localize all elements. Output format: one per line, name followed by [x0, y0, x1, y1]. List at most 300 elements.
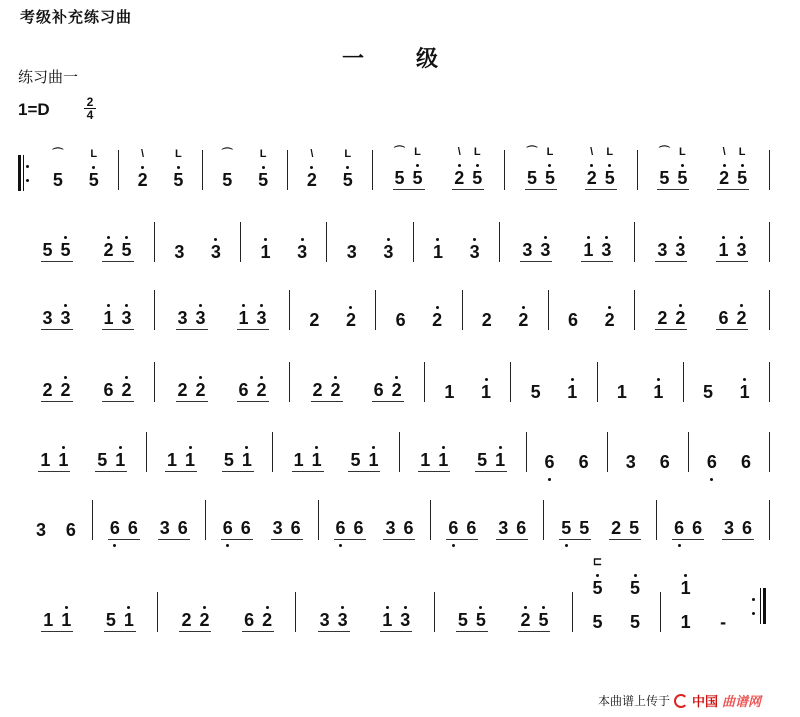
note: 2	[103, 240, 115, 260]
note: 3	[42, 308, 53, 328]
note: 1	[717, 240, 729, 260]
beat	[544, 452, 556, 472]
high-octave-dot	[199, 376, 202, 379]
note: 2	[256, 380, 268, 400]
eighth-note-group	[372, 380, 404, 402]
note: 2 \	[454, 146, 465, 188]
high-octave-dot	[203, 606, 206, 609]
eighth-note-group	[95, 450, 127, 472]
high-octave-dot	[245, 446, 248, 449]
note: 5 ⌒	[221, 148, 233, 190]
beat	[578, 452, 590, 472]
high-octave-dot	[679, 236, 682, 239]
level-title-char: 一	[342, 47, 365, 72]
eighth-note-group	[102, 240, 134, 262]
measure	[400, 432, 527, 472]
high-octave-dot	[119, 446, 122, 449]
note: 2	[674, 308, 686, 328]
note: 5	[579, 518, 590, 538]
high-octave-dot	[722, 236, 725, 239]
beat	[35, 520, 47, 540]
articulation-mark: L	[414, 146, 421, 158]
beat	[604, 310, 616, 330]
measure	[608, 432, 689, 472]
note: 3	[159, 518, 170, 538]
high-octave-dot	[260, 304, 263, 307]
high-octave-dot	[473, 238, 476, 241]
note: 2	[345, 310, 357, 330]
high-octave-dot	[681, 164, 684, 167]
high-octave-dot	[64, 304, 67, 307]
note: 3	[296, 242, 308, 262]
high-octave-dot	[485, 378, 488, 381]
high-octave-dot	[64, 236, 67, 239]
note: 1	[367, 450, 379, 470]
note: 5	[537, 610, 549, 630]
high-octave-dot	[476, 164, 479, 167]
chord-stack	[680, 578, 692, 632]
note: 1	[311, 450, 323, 470]
note: 2	[330, 380, 342, 400]
articulation-mark: L	[738, 146, 746, 158]
note: 2 \	[137, 148, 148, 190]
measure	[147, 432, 274, 472]
note: 6	[544, 452, 556, 472]
note: 1	[432, 242, 444, 262]
articulation-mark: L	[546, 146, 554, 158]
beat	[210, 242, 222, 262]
measure	[155, 222, 241, 262]
eighth-note-group	[158, 518, 190, 540]
note: 1	[238, 308, 250, 328]
measure	[203, 150, 288, 190]
beat	[480, 382, 492, 402]
high-octave-dot	[341, 606, 344, 609]
articulation-mark: ⌒	[52, 148, 64, 160]
measure	[20, 432, 147, 472]
score-line	[20, 432, 770, 472]
note: 2	[735, 308, 747, 328]
note: 3	[195, 308, 207, 328]
high-octave-dot	[107, 236, 110, 239]
note: 6	[103, 380, 114, 400]
note: 6	[692, 518, 703, 538]
note: 6	[706, 452, 718, 472]
measure	[373, 146, 505, 190]
eighth-note-group	[609, 518, 641, 540]
measure	[661, 578, 748, 632]
note: 1	[114, 450, 126, 470]
high-octave-dot	[522, 306, 525, 309]
high-octave-dot	[125, 376, 128, 379]
high-octave-dot	[590, 164, 593, 167]
measure	[511, 362, 597, 402]
measure	[689, 432, 770, 472]
note: 2	[42, 380, 53, 400]
score-line	[20, 556, 748, 632]
high-octave-dot	[743, 378, 746, 381]
note: 3	[319, 610, 330, 630]
eighth-note-group	[222, 450, 254, 472]
beat	[395, 310, 407, 330]
measure	[638, 146, 770, 190]
time-signature	[84, 96, 96, 121]
measure	[414, 222, 500, 262]
measure	[296, 592, 434, 632]
note: 3	[174, 242, 185, 262]
note: 3	[657, 240, 668, 260]
note: 6	[447, 518, 459, 538]
note: 3	[346, 242, 357, 262]
high-octave-dot	[684, 574, 687, 577]
beat	[346, 242, 358, 262]
eighth-note-group	[179, 610, 211, 632]
measure	[158, 592, 296, 632]
low-octave-dot	[548, 478, 551, 481]
note: 2	[312, 380, 323, 400]
beat	[659, 452, 671, 472]
articulation-mark: L	[175, 148, 182, 160]
note: 5 L	[544, 146, 555, 188]
high-octave-dot	[587, 236, 590, 239]
beat	[517, 310, 529, 330]
note: 1	[680, 578, 692, 598]
note: 3	[337, 610, 349, 630]
articulation-mark: ⌒	[221, 148, 233, 160]
high-octave-dot	[141, 166, 144, 169]
note: 3	[256, 308, 268, 328]
measure	[20, 500, 93, 540]
eighth-note-group	[165, 450, 197, 472]
eighth-note-group	[311, 380, 343, 402]
note: 3	[539, 240, 551, 260]
measure	[435, 592, 573, 632]
note: 1	[444, 382, 455, 402]
eighth-note-group	[348, 450, 380, 472]
beat	[566, 382, 578, 402]
measure	[425, 362, 511, 402]
measure	[657, 500, 770, 540]
note: 2	[261, 610, 273, 630]
beat	[530, 382, 542, 402]
note: 6	[373, 380, 384, 400]
measure	[206, 500, 319, 540]
note: 1	[616, 382, 627, 402]
high-octave-dot	[62, 446, 65, 449]
high-octave-dot	[608, 164, 611, 167]
note: 3	[272, 518, 283, 538]
articulation-mark: ⊏	[592, 556, 603, 568]
eighth-note-group	[520, 240, 552, 262]
beat	[625, 452, 637, 472]
high-octave-dot	[315, 446, 318, 449]
beat	[345, 310, 357, 330]
beat	[257, 148, 269, 190]
articulation-mark: L	[90, 148, 98, 160]
note: 6	[244, 610, 255, 630]
note: 1	[260, 242, 272, 262]
high-octave-dot	[740, 304, 743, 307]
note: 1	[652, 382, 664, 402]
note: 5	[97, 450, 108, 470]
repeat-start-barline	[18, 155, 30, 191]
eighth-note-group	[292, 450, 324, 472]
level-title	[342, 42, 490, 73]
high-octave-dot	[177, 166, 180, 169]
measure	[635, 222, 770, 262]
high-octave-dot	[260, 376, 263, 379]
beat	[739, 382, 751, 402]
note: 3	[60, 308, 72, 328]
note: 5 ⌒	[526, 146, 538, 188]
note: 2 \	[586, 146, 597, 188]
note: 3	[522, 240, 533, 260]
beat	[260, 242, 272, 262]
note: 2	[391, 380, 403, 400]
note: 5 L	[604, 146, 615, 188]
time-signature-bottom: 4	[86, 108, 94, 122]
beat	[306, 148, 318, 190]
high-octave-dot	[125, 236, 128, 239]
measure	[463, 290, 549, 330]
measure	[431, 500, 544, 540]
note: 6	[741, 518, 752, 538]
high-octave-dot	[264, 238, 267, 241]
eighth-note-group	[518, 610, 550, 632]
note: 1	[566, 382, 578, 402]
high-octave-dot	[740, 236, 743, 239]
note: 5 L	[258, 148, 269, 190]
measure	[598, 362, 684, 402]
eighth-note-group	[38, 450, 70, 472]
beat	[137, 148, 149, 190]
high-octave-dot	[346, 166, 349, 169]
eighth-note-group	[102, 380, 134, 402]
measure	[20, 222, 155, 262]
beat	[296, 242, 308, 262]
high-octave-dot	[608, 306, 611, 309]
note: 6	[740, 452, 751, 472]
eighth-note-group	[41, 240, 73, 262]
note: 1	[437, 450, 449, 470]
note: 2	[604, 310, 616, 330]
note: 1	[381, 610, 393, 630]
high-octave-dot	[723, 164, 726, 167]
eighth-note-group	[237, 308, 269, 330]
beat	[567, 310, 579, 330]
high-octave-dot	[548, 164, 551, 167]
note: 5 L	[412, 146, 423, 188]
note: 5	[630, 612, 641, 632]
site-logo-part: 曲谱网	[722, 695, 762, 710]
note: 1	[494, 450, 506, 470]
note: 5	[592, 612, 603, 632]
eighth-note-group	[456, 610, 488, 632]
beat	[172, 148, 184, 190]
note: 5 L	[173, 148, 184, 190]
high-octave-dot	[544, 236, 547, 239]
measure	[376, 290, 462, 330]
note: 2	[195, 380, 207, 400]
note: 6	[568, 310, 579, 330]
note: 5	[121, 240, 133, 260]
chord-stack	[629, 578, 641, 632]
high-octave-dot	[386, 606, 389, 609]
note: 6	[65, 520, 76, 540]
note: 6	[718, 308, 729, 328]
measure	[684, 362, 770, 402]
articulation-mark: \	[590, 146, 594, 158]
collection-title: 考级补充练习曲	[20, 8, 133, 26]
note: 2 \	[719, 146, 730, 188]
beat	[52, 148, 64, 190]
eighth-note-group	[393, 146, 425, 190]
note: 1	[57, 450, 69, 470]
low-octave-dot	[678, 544, 681, 547]
low-octave-dot	[226, 544, 229, 547]
note: 5	[530, 382, 541, 402]
measure	[155, 290, 290, 330]
dash-extension: -	[720, 612, 727, 632]
note: 6	[395, 310, 406, 330]
high-octave-dot	[65, 606, 68, 609]
eighth-note-group	[585, 146, 617, 190]
note: 2	[309, 310, 320, 330]
note: 3	[210, 242, 222, 262]
high-octave-dot	[262, 166, 265, 169]
note: 6	[353, 518, 364, 538]
high-octave-dot	[127, 606, 130, 609]
eighth-note-group	[655, 240, 687, 262]
key-signature: 1=D	[18, 100, 50, 119]
beat	[481, 310, 493, 330]
eighth-note-group	[655, 308, 687, 330]
measure	[327, 222, 413, 262]
high-octave-dot	[372, 446, 375, 449]
measure	[34, 150, 119, 190]
eighth-note-group	[104, 610, 136, 632]
beat	[382, 242, 394, 262]
high-octave-dot	[596, 574, 599, 577]
note: 6	[673, 518, 685, 538]
high-octave-dot	[334, 376, 337, 379]
high-octave-dot	[125, 304, 128, 307]
note: 1	[43, 610, 54, 630]
high-octave-dot	[571, 378, 574, 381]
articulation-mark: ⌒	[526, 146, 538, 158]
measure	[544, 500, 657, 540]
note: 5 ⌒	[658, 146, 670, 188]
high-octave-dot	[395, 376, 398, 379]
eighth-note-group	[271, 518, 303, 540]
high-octave-dot	[92, 166, 95, 169]
note: 2	[177, 380, 188, 400]
eighth-note-group	[657, 146, 689, 190]
high-octave-dot	[605, 236, 608, 239]
eighth-note-group	[334, 518, 366, 540]
high-octave-dot	[657, 378, 660, 381]
articulation-mark: L	[606, 146, 614, 158]
articulation-mark: ⌒	[394, 146, 406, 158]
time-signature-top: 2	[84, 96, 96, 109]
beat	[469, 242, 481, 262]
measure	[290, 362, 425, 402]
note: 6	[127, 518, 138, 538]
note: 6	[177, 518, 188, 538]
score-line	[20, 290, 770, 330]
note: 6	[335, 518, 347, 538]
high-octave-dot	[310, 166, 313, 169]
note: 3	[625, 452, 636, 472]
eighth-note-group	[318, 610, 350, 632]
beat	[173, 242, 185, 262]
note: 1	[184, 450, 196, 470]
measure	[505, 146, 637, 190]
high-octave-dot	[349, 306, 352, 309]
articulation-mark: L	[679, 146, 686, 158]
note: 5	[105, 610, 116, 630]
upload-credit	[598, 691, 761, 710]
measure	[549, 290, 635, 330]
measure	[500, 222, 635, 262]
articulation-mark: \	[141, 148, 145, 160]
note: 3	[121, 308, 133, 328]
site-logo-icon	[674, 694, 688, 708]
articulation-mark: \	[310, 148, 314, 160]
beat	[740, 452, 752, 472]
low-octave-dot	[710, 478, 713, 481]
note: 3	[600, 240, 612, 260]
chord-stack	[592, 556, 604, 632]
measure	[93, 500, 206, 540]
note: 3	[735, 240, 747, 260]
beat	[680, 578, 692, 632]
note: 5	[60, 240, 72, 260]
repeat-end-barline	[752, 588, 766, 624]
note: 5	[629, 518, 640, 538]
note: 1	[293, 450, 304, 470]
note: 5	[350, 450, 361, 470]
beat	[342, 148, 354, 190]
articulation-mark: L	[344, 148, 352, 160]
beat	[717, 612, 729, 632]
eighth-note-group	[496, 518, 528, 540]
high-octave-dot	[499, 446, 502, 449]
beat	[88, 148, 100, 190]
high-octave-dot	[242, 304, 245, 307]
beat	[443, 382, 455, 402]
high-octave-dot	[634, 574, 637, 577]
note: 1	[480, 382, 492, 402]
note: 5 ⊏	[592, 556, 603, 598]
high-octave-dot	[442, 446, 445, 449]
note: 6	[516, 518, 527, 538]
note: 1	[167, 450, 178, 470]
note: 6	[578, 452, 589, 472]
note: 1	[739, 382, 751, 402]
beat	[629, 578, 641, 632]
note: 3	[674, 240, 686, 260]
eighth-note-group	[383, 518, 415, 540]
measure	[635, 290, 770, 330]
high-octave-dot	[479, 606, 482, 609]
measure	[155, 362, 290, 402]
eighth-note-group	[176, 380, 208, 402]
high-octave-dot	[416, 164, 419, 167]
measure	[20, 362, 155, 402]
eighth-note-group	[41, 610, 73, 632]
high-octave-dot	[458, 164, 461, 167]
